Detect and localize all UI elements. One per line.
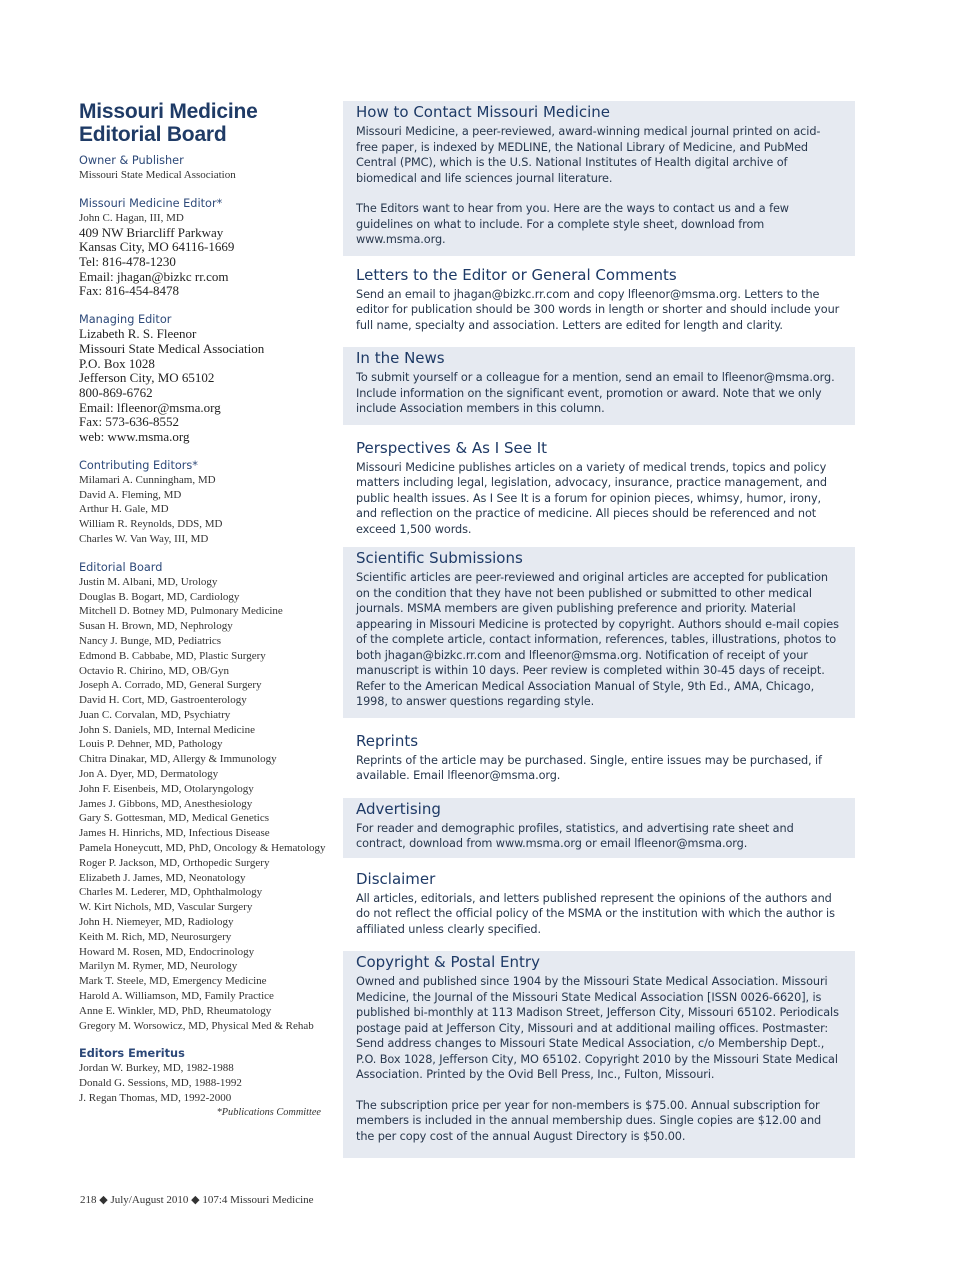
board-member: Justin M. Albani, MD, Urology bbox=[79, 575, 218, 588]
board-member: Louis P. Dehner, MD, Pathology bbox=[79, 738, 223, 751]
board-member: John H. Niemeyer, MD, Radiology bbox=[79, 916, 234, 929]
board-member: John S. Daniels, MD, Internal Medicine bbox=[79, 723, 255, 736]
board-member: Mitchell D. Botney MD, Pulmonary Medicine bbox=[79, 605, 283, 618]
board-member: Harold A. Williamson, MD, Family Practice bbox=[79, 990, 274, 1003]
board-member: David H. Cort, MD, Gastroenterology bbox=[79, 694, 247, 707]
editor-line: Fax: 816-454-8478 bbox=[79, 283, 180, 299]
contributing-editor: David A. Fleming, MD bbox=[79, 488, 182, 501]
board-member: Elizabeth J. James, MD, Neonatology bbox=[79, 871, 246, 884]
section-body: Scientific articles are peer-reviewed and original articles are accepted for publication on the condition that they have not been published or submitted to other medical journals. MSMA members are given publishing preference and priority. Material appearing in Missouri Medicine is protected by copyright. Authors should e-mail copies of the complete article, contact information, references, tables, illustrations, photos to both jhagan@bizkc.rr.com and lfleenor@msma.org. Notification of receipt of your manuscript is within 10 days. Peer review is completed within 30-45 days of receipt. Refer to the American Medical Association Manual of Style, 9th Ed., AMA, Chicago, 1998, to answer questions regarding style. bbox=[356, 571, 839, 708]
contact-column bbox=[343, 101, 855, 1158]
board-member: James J. Gibbons, MD, Anesthesiology bbox=[79, 797, 253, 810]
section-heading: How to Contact Missouri Medicine bbox=[356, 103, 610, 121]
section-heading: Disclaimer bbox=[356, 869, 436, 888]
board-member: Gregory M. Worsowicz, MD, Physical Med & Rehab bbox=[79, 1019, 314, 1032]
board-member: Joseph A. Corrado, MD, General Surgery bbox=[79, 679, 262, 692]
section-heading: Letters to the Editor or General Comments bbox=[356, 265, 677, 284]
board-member: Octavio R. Chirino, MD, OB/Gyn bbox=[79, 664, 230, 677]
managing-line: Missouri State Medical Association bbox=[79, 340, 265, 356]
contributing-editor: Arthur H. Gale, MD bbox=[79, 503, 169, 516]
section-scientific-submissions bbox=[343, 547, 855, 718]
contributing-editors-label: Contributing Editors* bbox=[79, 458, 198, 472]
editorial-board-list bbox=[79, 575, 341, 1034]
editorial-board-label: Editorial Board bbox=[79, 560, 163, 574]
managing-line: Lizabeth R. S. Fleenor bbox=[79, 326, 197, 342]
editor-label: Missouri Medicine Editor* bbox=[79, 196, 223, 210]
owner-label: Owner & Publisher bbox=[79, 154, 184, 167]
board-member: Charles M. Lederer, MD, Ophthalmology bbox=[79, 886, 263, 899]
board-member: Gary S. Gottesman, MD, Medical Genetics bbox=[79, 812, 270, 825]
section-body: Missouri Medicine publishes articles on a variety of medical trends, topics and policy matters including legal, legislation, advocacy, insurance, practice management, and public health issues. As I See It is a forum for opinion pieces, whimsy, humor, irony, and reflection on the practice of medicine. All pieces should be referenced and not exceed 1,500 words. bbox=[356, 460, 827, 536]
editor-line: Tel: 816-478-1230 bbox=[79, 254, 176, 269]
editorial-board-column bbox=[79, 100, 341, 1120]
section-heading: In the News bbox=[356, 349, 445, 367]
section-body: Reprints of the article may be purchased. Single, entire issues may be purchased, if available. Email lfleenor@msma.org. bbox=[356, 753, 822, 782]
editors-emeritus-list bbox=[79, 1061, 341, 1105]
section-body: To submit yourself or a colleague for a mention, send an email to lfleenor@msma.org. Include information on the significant event, promotion or award. Note that we only include Association members in this column. bbox=[356, 371, 835, 415]
editor-line: Kansas City, MO 64116-1669 bbox=[79, 239, 235, 255]
emeritus-editor: Donald G. Sessions, MD, 1988-1992 bbox=[79, 1077, 242, 1090]
contributing-editor: Charles W. Van Way, III, MD bbox=[79, 532, 209, 545]
section-disclaimer bbox=[343, 858, 855, 952]
board-member: Douglas B. Bogart, MD, Cardiology bbox=[79, 590, 240, 603]
section-copyright bbox=[343, 951, 855, 1158]
editor-line: John C. Hagan, III, MD bbox=[79, 211, 184, 224]
section-body: All articles, editorials, and letters published represent the opinions of the authors and do not reflect the official policy of the MSMA or the institution with which the author is affiliated unless clearly specified. bbox=[356, 891, 835, 936]
section-body: The Editors want to hear from you. Here are the ways to contact us and a few guidelines on what to include. For a complete style sheet, download from www.msma.org. bbox=[356, 202, 789, 246]
contributing-editor: Milamari A. Cunningham, MD bbox=[79, 473, 216, 486]
owner-name: Missouri State Medical Association bbox=[79, 169, 236, 181]
board-member: John F. Eisenbeis, MD, Otolaryngology bbox=[79, 782, 254, 795]
editor-line: Email: jhagan@bizkc rr.com bbox=[79, 268, 229, 284]
section-body: Owned and published since 1904 by the Missouri State Medical Association. Missouri Medicine, the Journal of the Missouri State Medical Association [ISSN 0026-6620], is published bi-monthly at 113 Madison Street, Jefferson City, Missouri 65102. Periodicals postage paid at Jefferson City, Missouri and at additional mailing offices. Postmaster: Send address changes to Missouri State Medical Association, c/o Membership Dept., P.O. Box 1028, Jefferson City, MO 65102. Copyright 2010 by the Missouri State Medical Association. Printed by the Ovid Bell Press, Inc., Fulton, Missouri. bbox=[356, 975, 839, 1081]
emeritus-editor: J. Regan Thomas, MD, 1992-2000 bbox=[79, 1092, 232, 1105]
section-heading: Scientific Submissions bbox=[356, 549, 523, 567]
editor-line: 409 NW Briarcliff Parkway bbox=[79, 224, 224, 240]
section-body: Missouri Medicine, a peer-reviewed, award-winning medical journal printed on acid-free paper, is indexed by MEDLINE, the National Library of Medicine, and PubMed Central (PMC), which is the U.S. National Institutes of Health digital archive of biomedical and life sciences journal literature. bbox=[356, 125, 821, 185]
board-member: Edmond B. Cabbabe, MD, Plastic Surgery bbox=[79, 649, 266, 662]
managing-line: web: www.msma.org bbox=[79, 429, 190, 445]
section-in-the-news bbox=[343, 347, 855, 425]
board-member: Chitra Dinakar, MD, Allergy & Immunology bbox=[79, 753, 277, 766]
managing-editor-label: Managing Editor bbox=[79, 313, 172, 327]
managing-line: 800-869-6762 bbox=[79, 384, 153, 400]
section-heading: Advertising bbox=[356, 799, 441, 818]
board-member: Keith M. Rich, MD, Neurosurgery bbox=[79, 930, 232, 943]
section-letters bbox=[343, 256, 855, 348]
board-member: Marilyn M. Rymer, MD, Neurology bbox=[79, 960, 238, 973]
board-member: Susan H. Brown, MD, Nephrology bbox=[79, 620, 233, 633]
board-member: Anne E. Winkler, MD, PhD, Rheumatology bbox=[79, 1004, 272, 1017]
board-member: Nancy J. Bunge, MD, Pediatrics bbox=[79, 634, 222, 647]
managing-line: Email: lfleenor@msma.org bbox=[79, 399, 221, 415]
board-member: W. Kirt Nichols, MD, Vascular Surgery bbox=[79, 901, 253, 914]
editors-emeritus-label: Editors Emeritus bbox=[79, 1047, 185, 1061]
contributing-editor: William R. Reynolds, DDS, MD bbox=[79, 518, 223, 531]
board-member: Juan C. Corvalan, MD, Psychiatry bbox=[79, 708, 231, 721]
page-footer: 218 ◆ July/August 2010 ◆ 107:4 Missouri Medicine bbox=[80, 1194, 314, 1206]
section-perspectives bbox=[343, 425, 855, 548]
board-member: James H. Hinrichs, MD, Infectious Disease bbox=[79, 827, 270, 840]
section-heading: Reprints bbox=[356, 731, 419, 750]
emeritus-editor: Jordan W. Burkey, MD, 1982-1988 bbox=[79, 1062, 234, 1075]
section-heading: Copyright & Postal Entry bbox=[356, 953, 540, 971]
managing-line: P.O. Box 1028 bbox=[79, 355, 155, 371]
managing-line: Jefferson City, MO 65102 bbox=[79, 370, 215, 386]
section-body: The subscription price per year for non-members is $75.00. Annual subscription for members is included in the annual membership dues. Single copies are $12.00 and the per copy cost of the annual August Directory is $50.00. bbox=[356, 1098, 822, 1143]
publications-committee-note: *Publications Committee bbox=[216, 1106, 321, 1118]
section-heading: Perspectives & As I See It bbox=[356, 438, 548, 457]
contributing-editors-list bbox=[79, 473, 341, 547]
board-title bbox=[79, 100, 341, 146]
section-reprints bbox=[343, 718, 855, 798]
board-member: Howard M. Rosen, MD, Endocrinology bbox=[79, 945, 255, 958]
board-member: Jon A. Dyer, MD, Dermatology bbox=[79, 768, 219, 781]
board-member: Roger P. Jackson, MD, Orthopedic Surgery bbox=[79, 856, 270, 869]
managing-line: Fax: 573-636-8552 bbox=[79, 414, 180, 430]
board-member: Mark T. Steele, MD, Emergency Medicine bbox=[79, 975, 267, 988]
board-member: Pamela Honeycutt, MD, PhD, Oncology & Hematology bbox=[79, 842, 326, 855]
section-how-to-contact bbox=[343, 101, 855, 256]
section-advertising bbox=[343, 798, 855, 858]
board-title-line1: Missouri Medicine bbox=[79, 100, 258, 123]
section-body: Send an email to jhagan@bizkc.rr.com and copy lfleenor@msma.org. Letters to the editor for publication should be 300 words in length or shorter and should include your full name, specialty and association. Letters are edited for length and clarity. bbox=[356, 287, 840, 332]
section-body: For reader and demographic profiles, statistics, and advertising rate sheet and contract, download from www.msma.org or email lfleenor@msma.org. bbox=[356, 821, 794, 850]
board-title-line2: Editorial Board bbox=[79, 123, 227, 146]
